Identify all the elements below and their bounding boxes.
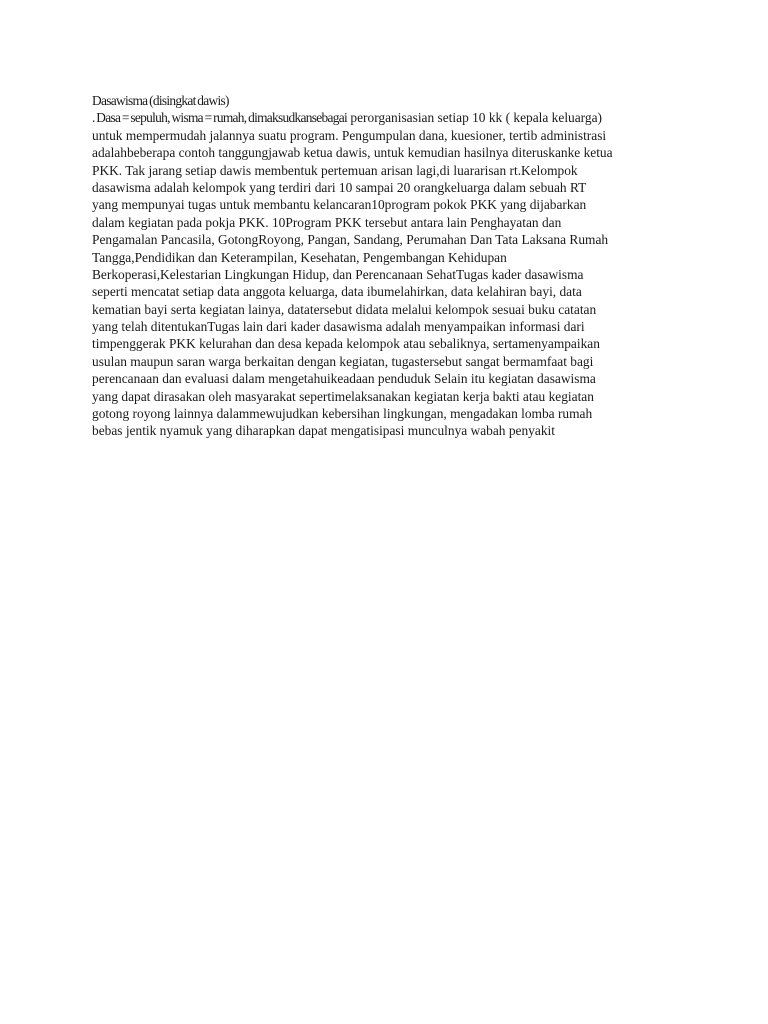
document-line: perencanaan dan evaluasi dalam mengetahuikeadaan penduduk Selain itu kegiatan dasawisma <box>92 371 596 387</box>
document-line: dalam kegiatan pada pokja PKK. 10Program PKK tersebut antara lain Penghayatan dan <box>92 214 562 230</box>
document-line: Berkoperasi,Kelestarian Lingkungan Hidup, dan Perencanaan SehatTugas kader dasawisma <box>92 266 584 282</box>
document-line: yang mempunyai tugas untuk membantu kelancaran10program pokok PKK yang dijabarkan <box>92 197 587 213</box>
document-line: Pengamalan Pancasila, GotongRoyong, Pangan, Sandang, Perumahan Dan Tata Laksana Rumah <box>92 232 609 248</box>
document-line: adalahbeberapa contoh tanggungjawab ketua dawis, untuk kemudian hasilnya diteruskanke ketua <box>92 145 613 161</box>
document-line: PKK. Tak jarang setiap dawis membentuk pertemuan arisan lagi,di luararisan rt.Kelompok <box>92 162 578 178</box>
document-line: Tangga,Pendidikan dan Keterampilan, Kesehatan, Pengembangan Kehidupan <box>92 249 507 265</box>
document-line: yang telah ditentukanTugas lain dari kader dasawisma adalah menyampaikan informasi dari <box>92 319 585 335</box>
document-title-line <box>92 92 692 109</box>
document-line: kematian bayi serta kegiatan lainya, datatersebut didata melalui kelompok sesuai buku catatan <box>92 301 597 317</box>
document-body <box>92 92 692 440</box>
document-line: untuk mempermudah jalannya suatu program. Pengumpulan dana, kuesioner, tertib administrasi <box>92 127 607 143</box>
document-title: Dasawisma (disingkat dawis) <box>92 93 229 108</box>
document-line: timpenggerak PKK kelurahan dan desa kepada kelompok atau sebaliknya, sertamenyampaikan <box>92 336 600 352</box>
document-line: usulan maupun saran warga berkaitan dengan kegiatan, tugastersebut sangat bermamfaat bagi <box>92 353 594 369</box>
document-line: dasawisma adalah kelompok yang terdiri dari 10 sampai 20 orangkeluarga dalam sebuah RT <box>92 179 587 195</box>
definition-text-rest: perorganisasian setiap 10 kk ( kepala keluarga) <box>347 110 602 126</box>
document-line: yang dapat dirasakan oleh masyarakat sepertimelaksanakan kegiatan kerja bakti atau kegiatan <box>92 388 594 404</box>
document-line: gotong royong lainnya dalammewujudkan kebersihan lingkungan, mengadakan lomba rumah <box>92 406 593 422</box>
definition-text: . Dasa = sepuluh, wisma = rumah, dimaksudkansebagai <box>92 110 348 126</box>
document-line <box>92 109 692 126</box>
document-line: bebas jentik nyamuk yang diharapkan dapat mengatisipasi munculnya wabah penyakit <box>92 423 555 439</box>
document-line: seperti mencatat setiap data anggota keluarga, data ibumelahirkan, data kelahiran bayi, data <box>92 284 582 300</box>
